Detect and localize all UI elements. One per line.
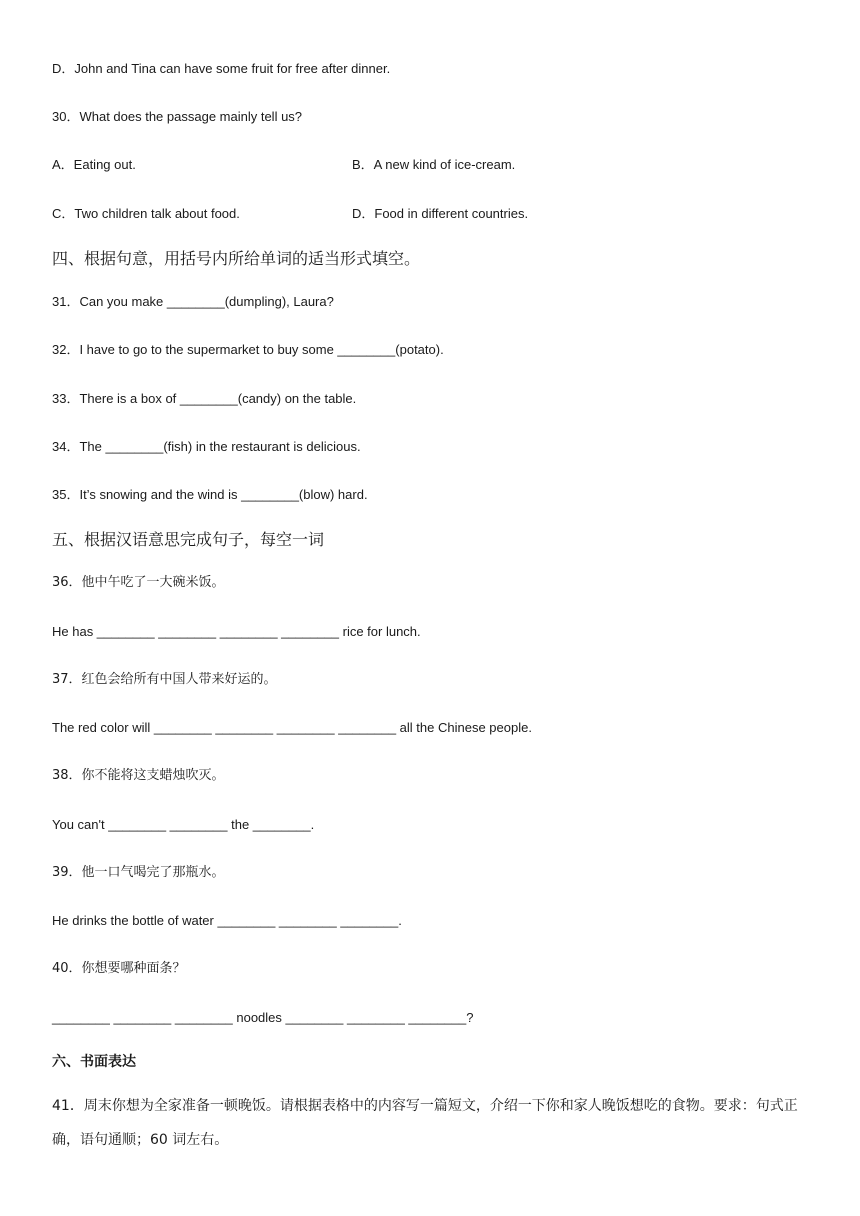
- question-32: 32．I have to go to the supermarket to buy some ________(potato).: [52, 342, 444, 357]
- question-34: 34．The ________(fish) in the restaurant is delicious.: [52, 439, 361, 454]
- question-41-prompt: 41．周末你想为全家准备一顿晚饭。请根据表格中的内容写一篇短文，介绍一下你和家人晚饭想吃的食物。要求：句式正确，语句通顺；60 词左右。: [52, 1098, 798, 1148]
- question-40-chinese: 40．你想要哪种面条？: [52, 961, 186, 976]
- q30-option-d: D．Food in different countries.: [352, 206, 529, 221]
- q30-option-b: B．A new kind of ice-cream.: [352, 157, 516, 172]
- question-39-chinese: 39．他一口气喝完了那瓶水。: [52, 865, 225, 880]
- question-40-english: ________ ________ ________ noodles ________ ________ ________?: [52, 1010, 474, 1025]
- question-37-english: The red color will ________ ________ ________ ________ all the Chinese people.: [52, 720, 532, 735]
- section-4-title: 四、根据句意，用括号内所给单词的适当形式填空。: [52, 249, 421, 268]
- question-36-english: He has ________ ________ ________ ________ rice for lunch.: [52, 624, 421, 639]
- question-33: 33．There is a box of ________(candy) on the table.: [52, 391, 357, 406]
- question-35: 35．It’s snowing and the wind is ________(blow) hard.: [52, 487, 368, 502]
- question-31: 31．Can you make ________(dumpling), Laura?: [52, 294, 334, 309]
- section-5-title: 五、根据汉语意思完成句子，每空一词: [52, 530, 325, 549]
- q29-option-d: D．John and Tina can have some fruit for free after dinner.: [52, 61, 391, 76]
- q30-option-c: C．Two children talk about food.: [52, 206, 240, 221]
- question-38-chinese: 38．你不能将这支蜡烛吹灭。: [52, 768, 225, 783]
- section-6-title: 六、书面表达: [52, 1054, 136, 1070]
- question-38-english: You can't ________ ________ the ________.: [52, 817, 315, 832]
- question-36-chinese: 36．他中午吃了一大碗米饭。: [52, 575, 225, 590]
- question-37-chinese: 37．红色会给所有中国人带来好运的。: [52, 672, 277, 687]
- q30-stem: 30．What does the passage mainly tell us?: [52, 109, 303, 124]
- question-39-english: He drinks the bottle of water ________ ________ ________.: [52, 913, 402, 928]
- q30-option-a: A．Eating out.: [52, 157, 136, 172]
